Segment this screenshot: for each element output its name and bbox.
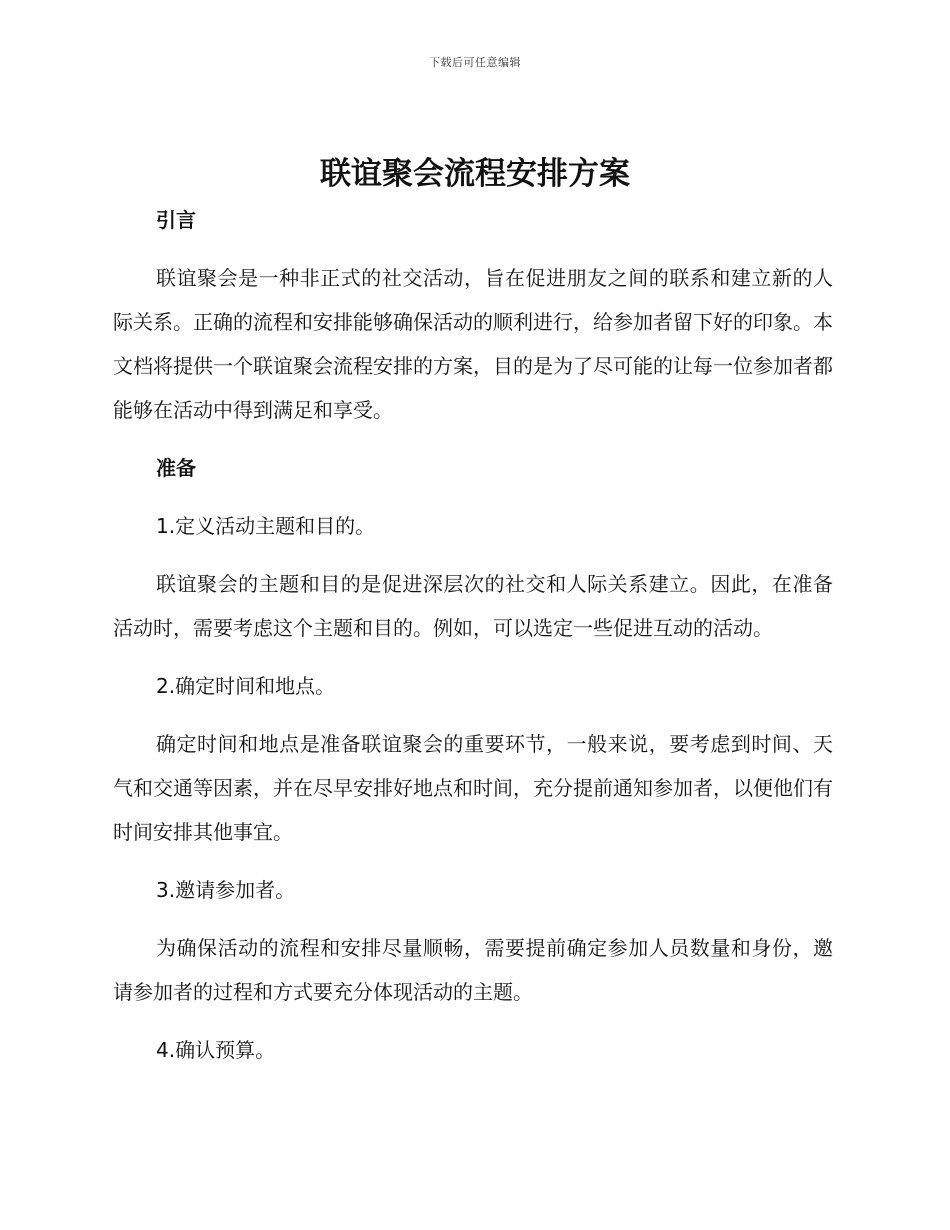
section-heading-intro: 引言 [156,208,196,232]
item-4-label: 4.确认预算。 [156,1038,276,1062]
item-2-paragraph: 确定时间和地点是准备联谊聚会的重要环节，一般来说，要考虑到时间、天气和交通等因素，并在尽早安排好地点和时间，充分提前通知参加者，以便他们有时间安排其他事宜。 [113,732,833,844]
intro-paragraph: 联谊聚会是一种非正式的社交活动，旨在促进朋友之间的联系和建立新的人际关系。正确的流程和安排能够确保活动的顺利进行，给参加者留下好的印象。本文档将提供一个联谊聚会流程安排的方案，目的是为了尽可能的让每一位参加者都能够在活动中得到满足和享受。 [113,266,833,422]
item-1-paragraph: 联谊聚会的主题和目的是促进深层次的社交和人际关系建立。因此，在准备活动时，需要考虑这个主题和目的。例如，可以选定一些促进互动的活动。 [113,572,833,640]
document-title: 联谊聚会流程安排方案 [320,156,630,192]
item-2-label: 2.确定时间和地点。 [156,674,336,698]
document-body [113,198,833,1072]
section-heading-preparation: 准备 [156,456,196,480]
item-3-label: 3.邀请参加者。 [156,878,296,902]
item-3-paragraph: 为确保活动的流程和安排尽量顺畅，需要提前确定参加人员数量和身份，邀请参加者的过程和方式要充分体现活动的主题。 [113,936,833,1004]
item-1-label: 1.定义活动主题和目的。 [156,514,376,538]
header-note: 下载后可任意编辑 [429,56,521,69]
